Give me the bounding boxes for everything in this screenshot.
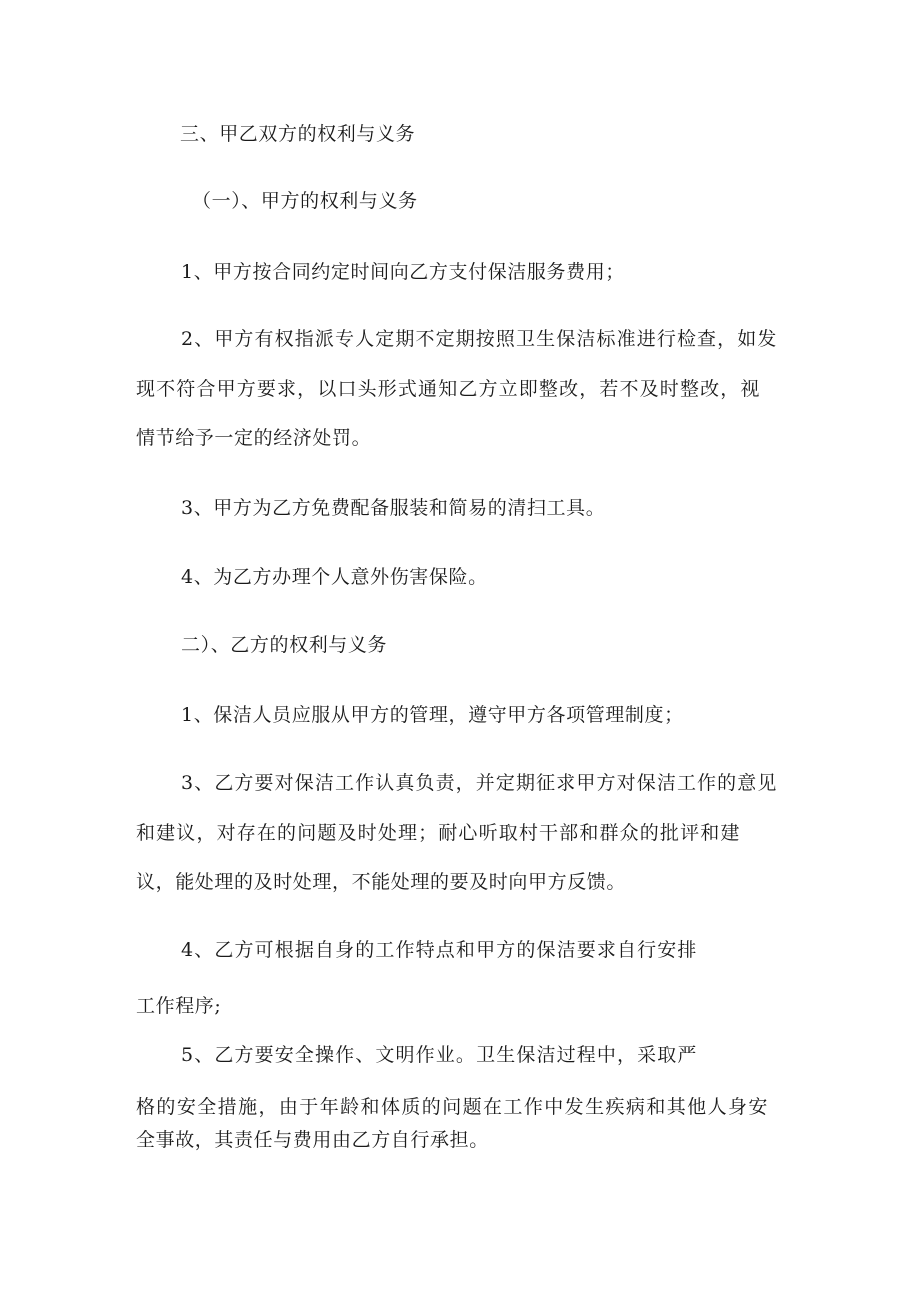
party-b-heading: 二）、乙方的权利与义务 bbox=[181, 634, 388, 656]
party-a-item-3: 3、甲方为乙方免费配备服装和简易的清扫工具。 bbox=[181, 497, 606, 519]
party-b-item-3-line-2: 和建议，对存在的问题及时处理；耐心听取村干部和群众的批评和建 bbox=[136, 822, 740, 844]
party-b-item-3-line-3: 议，能处理的及时处理，不能处理的要及时向甲方反馈。 bbox=[136, 871, 627, 893]
party-b-item-4-line-1: 4、乙方可根据自身的工作特点和甲方的保洁要求自行安排 bbox=[181, 939, 697, 961]
party-a-heading: （一）、甲方的权利与义务 bbox=[192, 190, 418, 212]
party-a-item-2-line-1: 2、甲方有权指派专人定期不定期按照卫生保洁标准进行检查，如发 bbox=[181, 328, 777, 350]
party-b-item-1: 1、保洁人员应服从甲方的管理，遵守甲方各项管理制度； bbox=[181, 704, 684, 726]
party-a-item-2-line-3: 情节给予一定的经济处罚。 bbox=[136, 427, 372, 449]
party-b-item-5-line-2: 格的安全措施，由于年龄和体质的问题在工作中发生疾病和其他人身安 bbox=[136, 1096, 768, 1118]
party-b-item-5-line-1: 5、乙方要安全操作、文明作业。卫生保洁过程中，采取严 bbox=[181, 1044, 697, 1066]
party-b-item-3-line-1: 3、乙方要对保洁工作认真负责，并定期征求甲方对保洁工作的意见 bbox=[181, 772, 777, 794]
party-a-item-1: 1、甲方按合同约定时间向乙方支付保洁服务费用； bbox=[181, 261, 625, 283]
party-b-item-4-line-2: 工作程序; bbox=[136, 995, 222, 1017]
party-b-item-5-line-3: 全事故，其责任与费用由乙方自行承担。 bbox=[136, 1129, 489, 1151]
section-heading: 三、甲乙双方的权利与义务 bbox=[180, 123, 416, 145]
party-a-item-4: 4、为乙方办理个人意外伤害保险。 bbox=[181, 566, 488, 588]
party-a-item-2-line-2: 现不符合甲方要求，以口头形式通知乙方立即整改，若不及时整改，视 bbox=[136, 378, 760, 400]
